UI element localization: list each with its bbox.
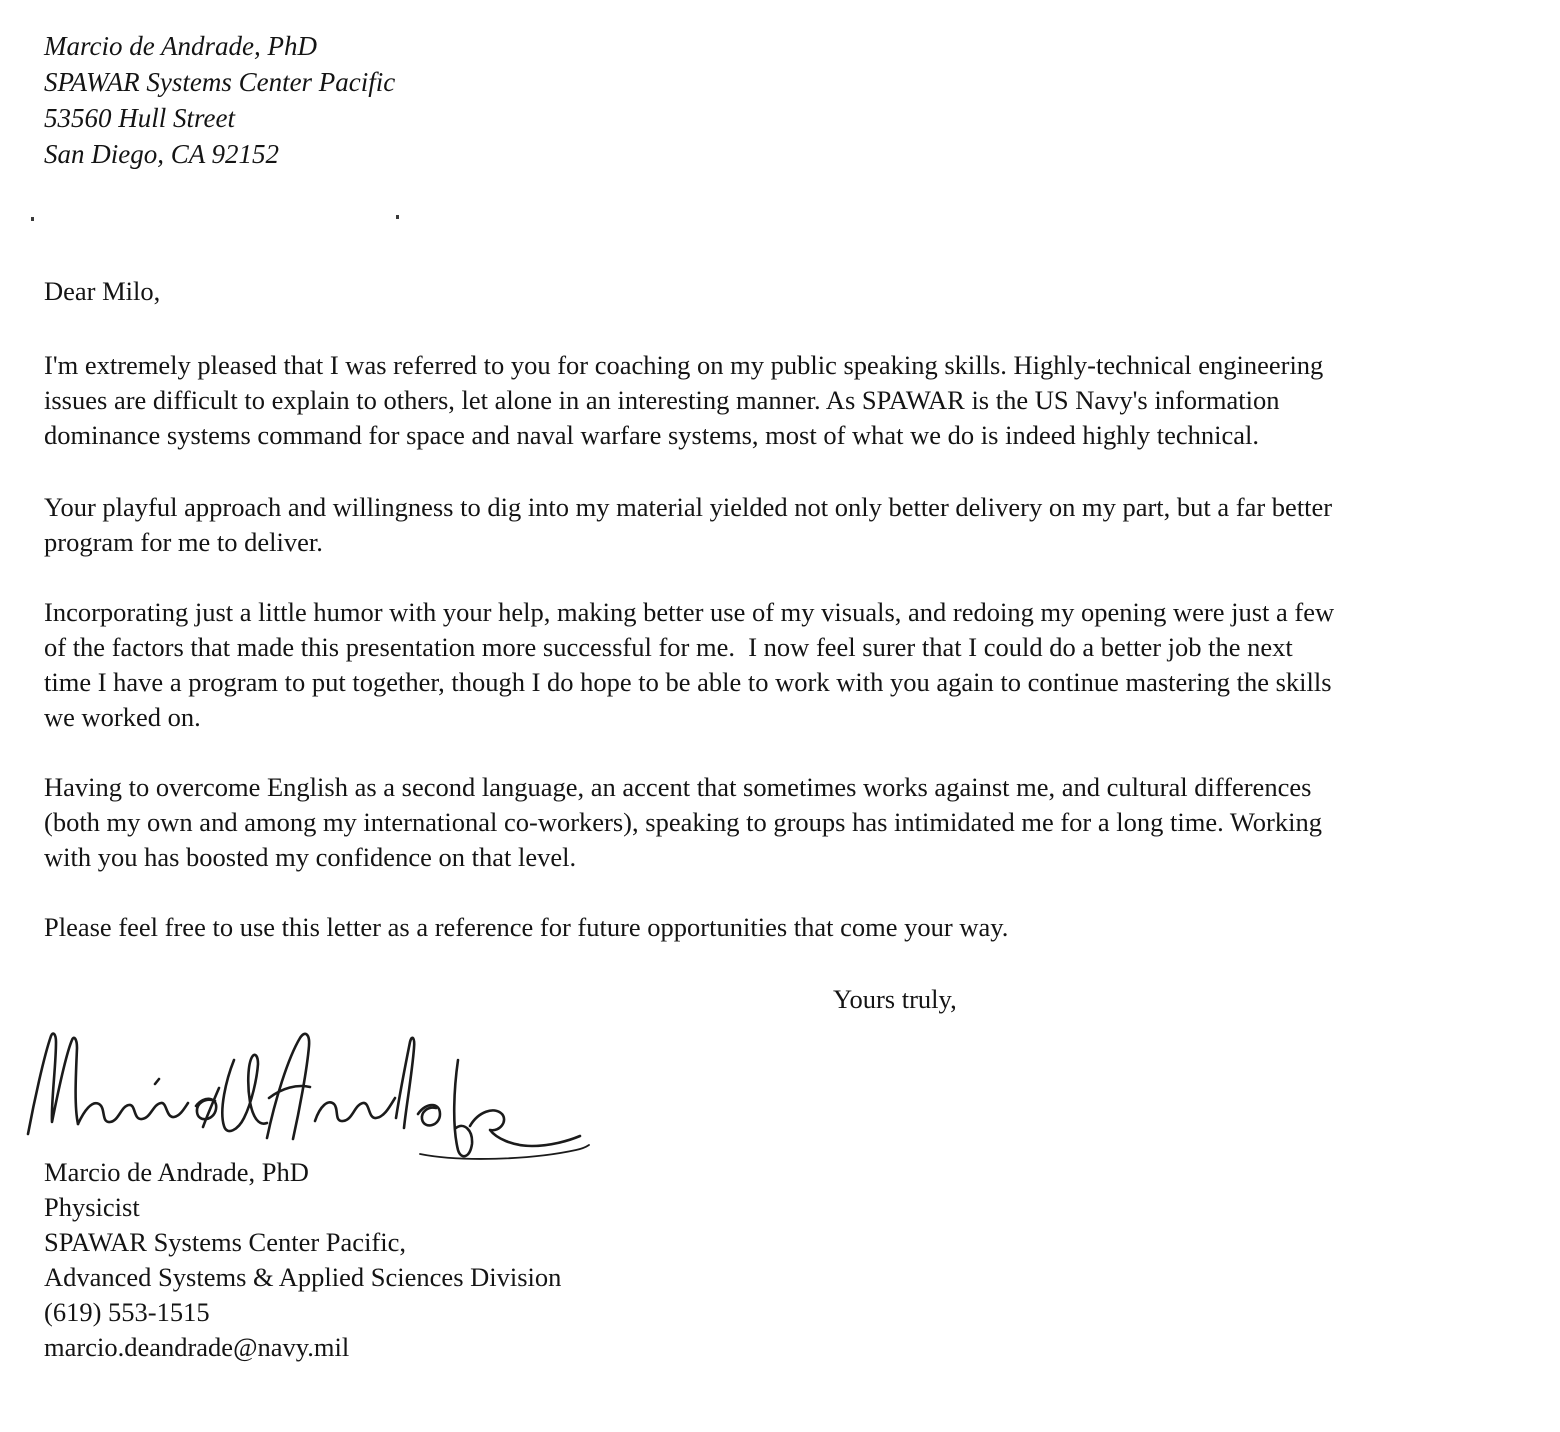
scan-speck [31,217,34,221]
signature-stroke [315,1098,395,1121]
handwritten-signature [20,1026,600,1171]
signature-stroke [222,1055,267,1131]
signer-phone: (619) 553-1515 [44,1297,210,1327]
body-line: Incorporating just a little humor with your help, making better use of my visuals, and redoing my opening were just a few [44,597,1335,627]
signature-stroke [155,1079,159,1084]
signer-title: Physicist [44,1192,140,1222]
signature-stroke [470,1110,580,1146]
sender-name: Marcio de Andrade, PhD [44,31,317,61]
body-paragraph-1 [44,348,1323,453]
signer-name: Marcio de Andrade, PhD [44,1157,309,1187]
body-line: Your playful approach and willingness to dig into my material yielded not only better delivery on my part, but a far better [44,492,1333,522]
signature-stroke [396,1038,414,1128]
salutation: Dear Milo, [44,276,161,306]
body-line: I'm extremely pleased that I was referred to you for coaching on my public speaking skills. Highly-technical engineering [44,350,1324,380]
body-line: of the factors that made this presentation more successful for me. I now feel surer that I could do a better job the next [44,632,1293,662]
signer-division: Advanced Systems & Applied Sciences Division [44,1262,562,1292]
body-line: issues are difficult to explain to others, let alone in an interesting manner. As SPAWAR is the US Navy's information [44,385,1280,415]
signer-organization: SPAWAR Systems Center Pacific, [44,1227,407,1257]
signature-stroke [78,1103,188,1124]
sender-address-block [44,28,395,172]
body-line: program for me to deliver. [44,527,323,557]
signature-stroke [418,1105,440,1125]
body-line: dominance systems command for space and naval warfare systems, most of what we do is indeed highly technical. [44,420,1259,450]
scan-speck [396,215,399,219]
signature-stroke [454,1060,472,1156]
body-paragraph-4 [44,770,1322,875]
closing-valediction: Yours truly, [833,984,957,1014]
sender-street: 53560 Hull Street [44,103,235,133]
body-line: Having to overcome English as a second language, an accent that sometimes works against me, and cultural differences [44,772,1312,802]
body-line: with you has boosted my confidence on that level. [44,842,577,872]
body-paragraph-5 [44,910,1008,945]
body-paragraph-2 [44,490,1332,560]
signature-stroke [28,1034,78,1134]
body-line: (both my own and among my international co-workers), speaking to groups has intimidated me for a long time. Working [44,807,1322,837]
body-line: we worked on. [44,702,201,732]
signature-block [44,1155,561,1365]
body-paragraph-3 [44,595,1334,735]
sender-organization: SPAWAR Systems Center Pacific [44,67,396,97]
body-line: Please feel free to use this letter as a reference for future opportunities that come your way. [44,912,1009,942]
body-line: time I have a program to put together, though I do hope to be able to work with you again to continue mastering the skills [44,667,1332,697]
signature-stroke [196,1088,219,1127]
signer-email: marcio.deandrade@navy.mil [44,1332,350,1362]
sender-city-state-zip: San Diego, CA 92152 [44,139,279,169]
